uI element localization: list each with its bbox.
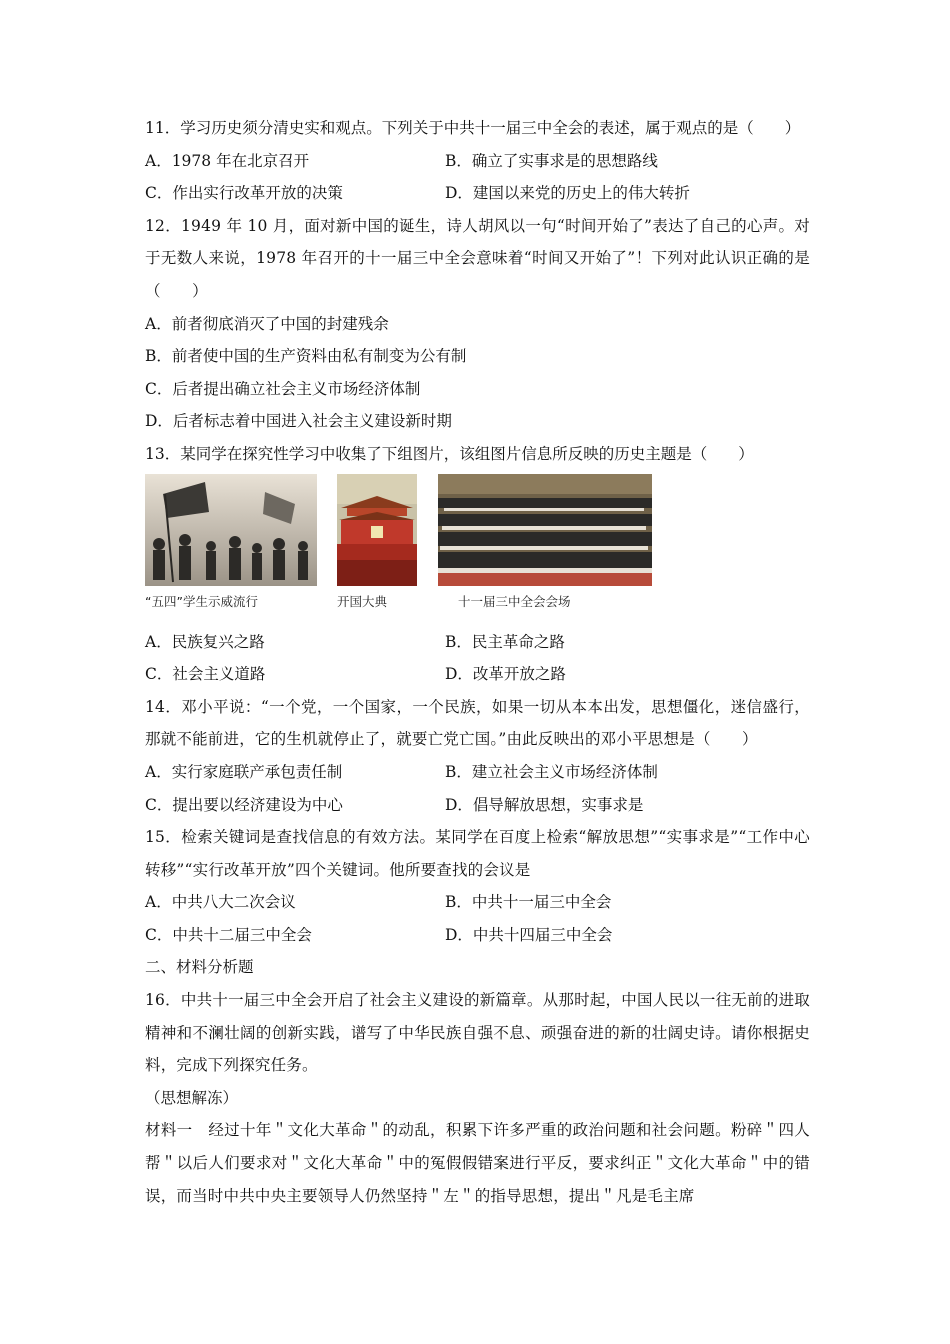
caption-founding-ceremony: 开国大典 <box>337 593 388 609</box>
option-d: D．后者标志着中国进入社会主义建设新时期 <box>145 412 452 431</box>
figure-founding-ceremony <box>337 474 417 610</box>
caption-may-fourth: “五四”学生示威流行 <box>145 593 258 609</box>
option-d: D．中共十四届三中全会 <box>445 925 613 944</box>
figure-may-fourth <box>145 474 317 610</box>
option-b: B．中共十一届三中全会 <box>445 893 612 912</box>
question-15-options-row-2 <box>145 919 810 952</box>
option-d: D．倡导解放思想，实事求是 <box>445 795 644 814</box>
question-15-stem: 15．检索关键词是查找信息的有效方法。某同学在百度上检索“解放思想”“实事求是”“工作中心转移”“实行改革开放”四个关键词。他所要查找的会议是 <box>145 828 810 879</box>
founding-ceremony-photo <box>337 474 417 586</box>
exam-page <box>145 112 810 1212</box>
question-13-stem: 13．某同学在探究性学习中收集了下组图片，该组图片信息所反映的历史主题是（ ） <box>145 444 754 463</box>
option-c: C．作出实行改革开放的决策 <box>145 184 343 203</box>
question-13-figures <box>145 474 810 624</box>
may-fourth-photo <box>145 474 317 586</box>
option-b: B．民主革命之路 <box>445 632 565 651</box>
section-heading: 二、材料分析题 <box>145 958 254 977</box>
option-b: B．前者使中国的生产资料由私有制变为公有制 <box>145 347 467 366</box>
option-d: D．改革开放之路 <box>445 665 566 684</box>
question-11-options-row-1 <box>145 145 810 178</box>
option-a: A．实行家庭联产承包责任制 <box>145 762 343 781</box>
question-14-options-row-1 <box>145 756 810 789</box>
subheading: （思想解冻） <box>145 1088 239 1107</box>
question-12-stem: 12．1949 年 10 月，面对新中国的诞生，诗人胡风以一句“时间开始了”表达了自己的心声。对于无数人来说，1978 年召开的十一届三中全会意味着“时间又开始了”！下列对此认识正确的是（ ） <box>145 216 810 300</box>
question-15-options-row-1 <box>145 886 810 919</box>
option-b: B．建立社会主义市场经济体制 <box>445 762 658 781</box>
question-11-options-row-2 <box>145 177 810 210</box>
question-14-options-row-2 <box>145 789 810 822</box>
question-13-options-row-1 <box>145 626 810 659</box>
option-c: C．提出要以经济建设为中心 <box>145 795 343 814</box>
option-a: A．前者彻底消灭了中国的封建残余 <box>145 314 389 333</box>
question-11-stem: 11．学习历史须分清史实和观点。下列关于中共十一届三中全会的表述，属于观点的是（ ） <box>145 119 801 137</box>
question-13-options-row-2 <box>145 658 810 691</box>
material-one: 材料一 经过十年＂文化大革命＂的动乱，积累下许多严重的政治问题和社会问题。粉碎＂四人帮＂以后人们要求对＂文化大革命＂中的冤假假错案进行平反，要求纠正＂文化大革命＂中的错误，而当时中共中央主要领导人仍然坚持＂左＂的指导思想，提出＂凡是毛主席 <box>145 1121 810 1205</box>
option-a: A．民族复兴之路 <box>145 632 265 651</box>
figure-third-plenum <box>438 474 652 610</box>
option-b: B．确立了实事求是的思想路线 <box>445 151 658 170</box>
question-16-stem: 16．中共十一届三中全会开启了社会主义建设的新篇章。从那时起，中国人民以一往无前的进取精神和不澜壮阔的创新实践，谱写了中华民族自强不息、顽强奋进的新的壮阔史诗。请你根据史料，完成下列探究任务。 <box>145 991 810 1075</box>
option-a: A．中共八大二次会议 <box>145 893 296 912</box>
question-14-stem: 14．邓小平说：“一个党，一个国家，一个民族，如果一切从本本出发，思想僵化，迷信盛行，那就不能前进，它的生机就停止了，就要亡党亡国。”由此反映出的邓小平思想是（ ） <box>145 697 810 749</box>
caption-third-plenum: 十一届三中全会会场 <box>458 593 571 609</box>
option-c: C．社会主义道路 <box>145 665 266 684</box>
option-a: A．1978 年在北京召开 <box>145 151 310 170</box>
option-c: C．后者提出确立社会主义市场经济体制 <box>145 379 421 398</box>
option-c: C．中共十二届三中全会 <box>145 925 312 944</box>
third-plenum-photo <box>438 474 652 586</box>
option-d: D．建国以来党的历史上的伟大转折 <box>445 184 690 203</box>
